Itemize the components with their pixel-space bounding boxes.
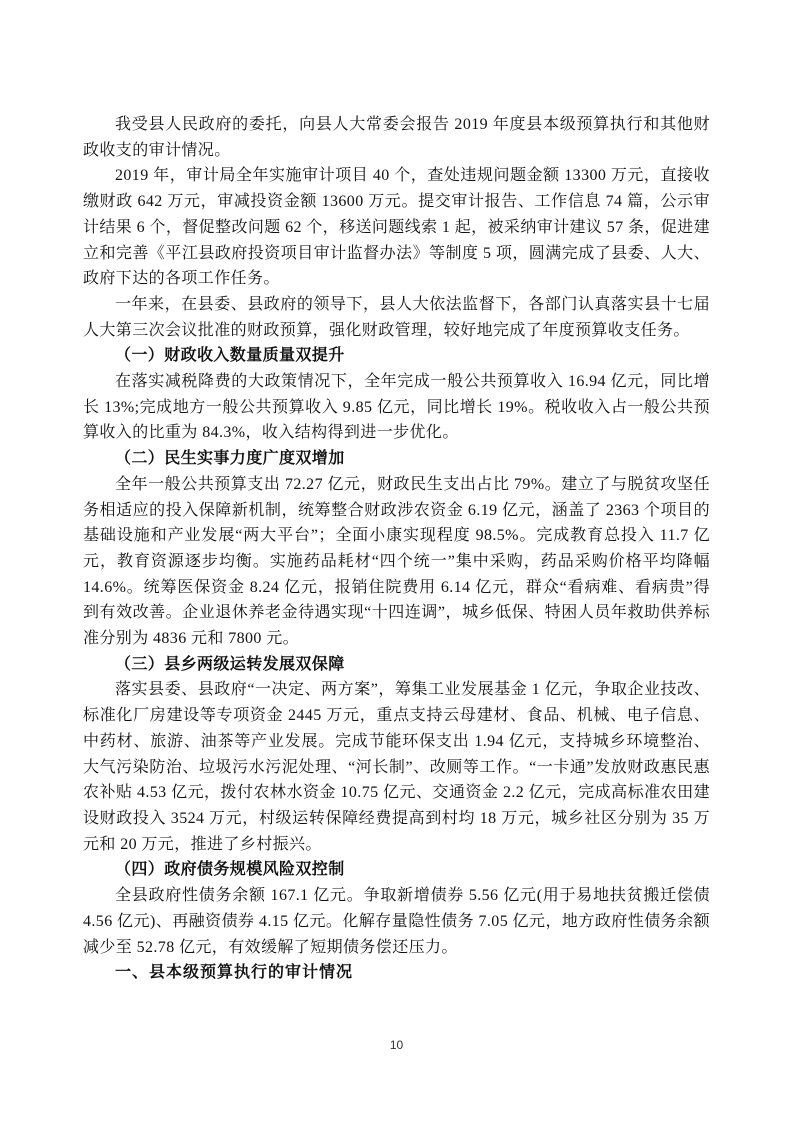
- paragraph-audit-overview: 2019 年，审计局全年实施审计项目 40 个，查处违规问题金额 13300 万元，直接收缴财政 642 万元，审减投资金额 13600 万元。提交审计报告、工作信息 74 篇，公示审计结果 6 个，督促整改问题 62 个，移送问题线索 1 起，被采纳审计建议 57 条，促进建立和完善《平江县政府投资项目审计监督办法》等制度 5 项，圆满完成了县委、人大、政府下达的各项工作任务。: [83, 167, 710, 288]
- section-heading-2-livelihood: （二）民生实事力度广度双增加: [115, 450, 345, 468]
- paragraph-livelihood: 全年一般公共预算支出 72.27 亿元，财政民生支出占比 79%。建立了与脱贫攻坚任务相适应的投入保障新机制，统筹整合财政涉农资金 6.19 亿元，涵盖了 2363 个项目的基础设施和产业发展“两大平台”；全面小康实现程度 98.5%。完成教育总投入 11.7 亿元，教育资源逐步均衡。实施药品耗材“四个统一”集中采购，药品采购价格平均降幅 14.6%。统筹医保资金 8.24 亿元，报销住院费用 6.14 亿元，群众“看病难、看病贵”得到有效改善。企业退休养老金待遇实现“十四连调”，城乡低保、特困人员年救助供养标准分别为 4836 元和 7800 元。: [83, 475, 710, 648]
- section-heading-1-fiscal-revenue: （一）财政收入数量质量双提升: [115, 347, 345, 365]
- paragraph-government-debt: 全县政府性债务余额 167.1 亿元。争取新增债券 5.56 亿元(用于易地扶贫搬迁偿债 4.56 亿元)、再融资债券 4.15 亿元。化解存量隐性债务 7.05 亿元，地方政府性债务余额减少至 52.78 亿元，有效缓解了短期债务偿还压力。: [83, 887, 710, 956]
- paragraph-year-summary: 一年来，在县委、县政府的领导下，县人大依法监督下，各部门认真落实县十七届人大第三次会议批准的财政预算，强化财政管理，较好地完成了年度预算收支任务。: [83, 295, 710, 339]
- paragraph-county-township: 落实县委、县政府“一决定、两方案”，筹集工业发展基金 1 亿元，争取企业技改、标准化厂房建设等专项资金 2445 万元，重点支持云母建材、食品、机械、电子信息、中药材、旅游、油茶等产业发展。完成节能环保支出 1.94 亿元，支持城乡环境整治、大气污染防治、垃圾污水污泥处理、“河长制”、改厕等工作。“一卡通”发放财政惠民惠农补贴 4.53 亿元，拨付农林水资金 10.75 亿元、交通资金 2.2 亿元，完成高标准农田建设财政投入 3524 万元，村级运转保障经费提高到村均 18 万元，城乡社区分别为 35 万元和 20 万元，推进了乡村振兴。: [83, 681, 710, 853]
- paragraph-fiscal-revenue: 在落实减税降费的大政策情况下，全年完成一般公共预算收入 16.94 亿元，同比增长 13%;完成地方一般公共预算收入 9.85 亿元，同比增长 19%。税收收入占一般公共预算收入的比重为 84.3%，收入结构得到进一步优化。: [83, 373, 710, 442]
- page-number: 10: [389, 1038, 404, 1052]
- paragraph-intro: 我受县人民政府的委托，向县人大常委会报告 2019 年度县本级预算执行和其他财政收支的审计情况。: [83, 116, 710, 159]
- section-heading-4-government-debt: （四）政府债务规模风险双控制: [115, 861, 345, 879]
- section-heading-3-county-township: （三）县乡两级运转发展双保障: [115, 655, 345, 673]
- document-body: [83, 112, 710, 986]
- chapter-heading-budget-audit: 一、县本级预算执行的审计情况: [115, 964, 354, 982]
